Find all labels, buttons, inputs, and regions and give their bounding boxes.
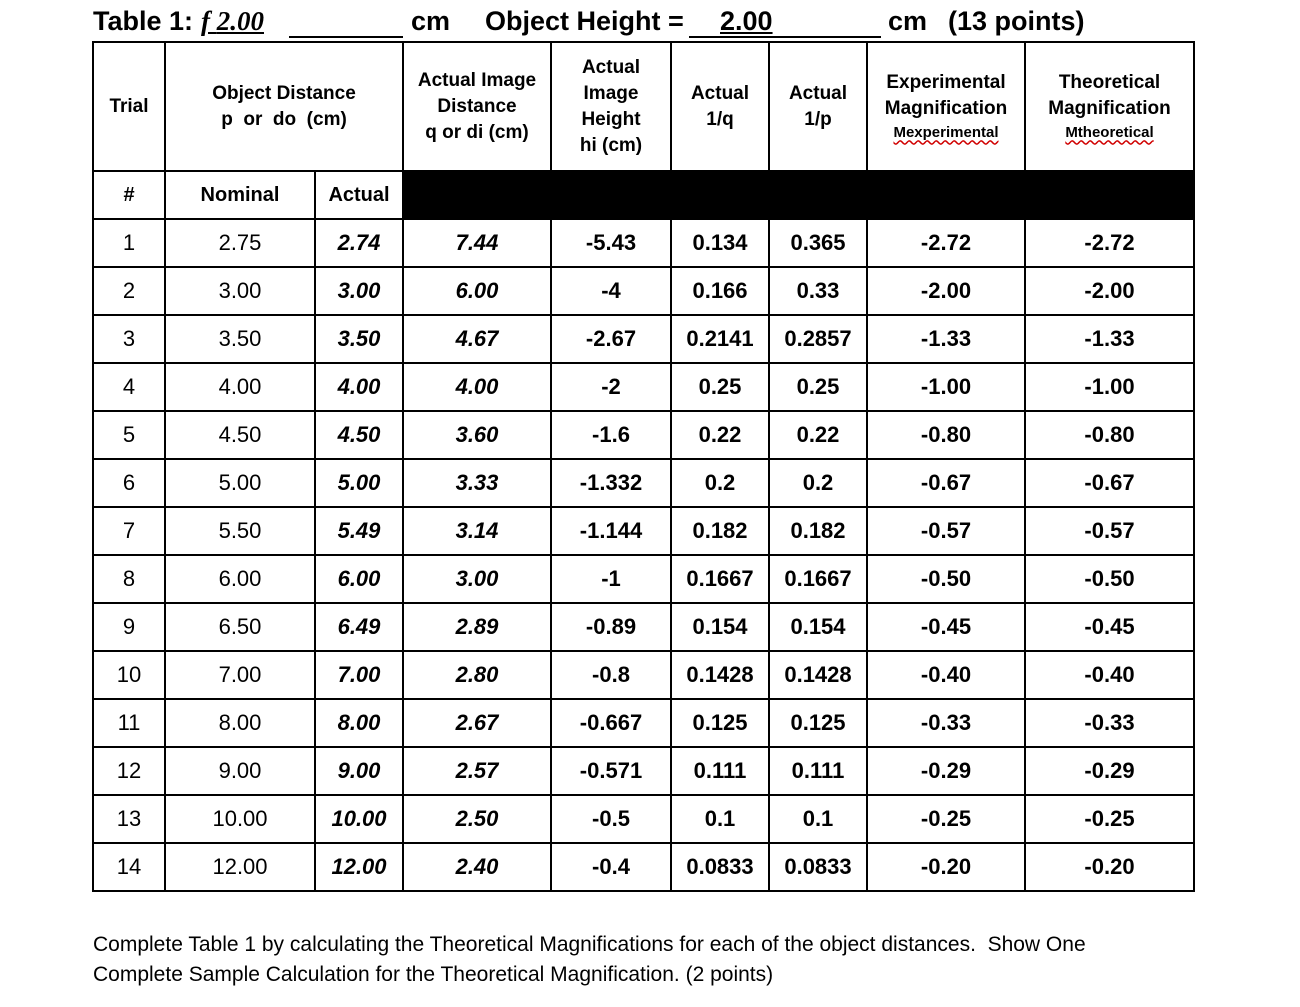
cell-image-distance: 7.44	[403, 219, 551, 267]
cell-actual-distance: 10.00	[315, 795, 403, 843]
header-theoretical-magnification: Theoretical Magnification Mtheoretical	[1025, 42, 1194, 171]
cell-trial: 4	[93, 363, 165, 411]
cell-experimental-magnification: -0.50	[867, 555, 1025, 603]
cell-image-height: -0.571	[551, 747, 671, 795]
cell-trial: 12	[93, 747, 165, 795]
header-row	[93, 42, 1194, 171]
cell-image-height: -0.89	[551, 603, 671, 651]
subheader-number: #	[93, 171, 165, 219]
cell-theoretical-magnification: -0.67	[1025, 459, 1194, 507]
cell-nominal-distance: 4.50	[165, 411, 315, 459]
cell-nominal-distance: 5.50	[165, 507, 315, 555]
table-row	[93, 603, 1194, 651]
cell-experimental-magnification: -0.33	[867, 699, 1025, 747]
cell-actual-distance: 7.00	[315, 651, 403, 699]
table-row	[93, 843, 1194, 891]
cell-nominal-distance: 7.00	[165, 651, 315, 699]
cell-theoretical-magnification: -0.33	[1025, 699, 1194, 747]
header-inverse-q: Actual 1/q	[671, 42, 769, 171]
header-object-distance: Object Distance p or do (cm)	[165, 42, 403, 171]
header-image-distance: Actual Image Distance q or di (cm)	[403, 42, 551, 171]
cell-experimental-magnification: -0.40	[867, 651, 1025, 699]
cell-theoretical-magnification: -0.29	[1025, 747, 1194, 795]
cell-image-distance: 6.00	[403, 267, 551, 315]
cell-inverse-q: 0.1667	[671, 555, 769, 603]
cell-actual-distance: 5.49	[315, 507, 403, 555]
cell-actual-distance: 3.50	[315, 315, 403, 363]
cell-actual-distance: 6.00	[315, 555, 403, 603]
table-label: Table 1:	[93, 6, 194, 36]
cell-nominal-distance: 3.50	[165, 315, 315, 363]
table-row	[93, 267, 1194, 315]
cell-experimental-magnification: -0.57	[867, 507, 1025, 555]
cell-inverse-p: 0.365	[769, 219, 867, 267]
cell-image-height: -4	[551, 267, 671, 315]
cell-inverse-q: 0.125	[671, 699, 769, 747]
cell-theoretical-magnification: -2.72	[1025, 219, 1194, 267]
cell-actual-distance: 5.00	[315, 459, 403, 507]
cell-nominal-distance: 2.75	[165, 219, 315, 267]
cell-trial: 5	[93, 411, 165, 459]
table-row	[93, 699, 1194, 747]
cell-trial: 9	[93, 603, 165, 651]
cell-inverse-p: 0.25	[769, 363, 867, 411]
cell-theoretical-magnification: -0.45	[1025, 603, 1194, 651]
cell-experimental-magnification: -0.29	[867, 747, 1025, 795]
cell-trial: 2	[93, 267, 165, 315]
cell-inverse-p: 0.2	[769, 459, 867, 507]
table-row	[93, 219, 1194, 267]
cell-actual-distance: 4.00	[315, 363, 403, 411]
cell-trial: 3	[93, 315, 165, 363]
cell-actual-distance: 8.00	[315, 699, 403, 747]
unit-cm-2: cm	[888, 6, 928, 36]
cell-image-distance: 2.57	[403, 747, 551, 795]
cell-inverse-p: 0.1667	[769, 555, 867, 603]
cell-theoretical-magnification: -0.40	[1025, 651, 1194, 699]
cell-inverse-p: 0.22	[769, 411, 867, 459]
cell-image-distance: 4.67	[403, 315, 551, 363]
cell-actual-distance: 12.00	[315, 843, 403, 891]
header-image-height: Actual Image Height hi (cm)	[551, 42, 671, 171]
cell-inverse-q: 0.134	[671, 219, 769, 267]
cell-inverse-p: 0.111	[769, 747, 867, 795]
cell-nominal-distance: 6.00	[165, 555, 315, 603]
cell-trial: 10	[93, 651, 165, 699]
cell-image-height: -0.8	[551, 651, 671, 699]
cell-nominal-distance: 6.50	[165, 603, 315, 651]
cell-inverse-p: 0.1	[769, 795, 867, 843]
cell-trial: 6	[93, 459, 165, 507]
cell-image-distance: 2.80	[403, 651, 551, 699]
cell-inverse-p: 0.0833	[769, 843, 867, 891]
cell-image-height: -0.5	[551, 795, 671, 843]
cell-image-height: -1	[551, 555, 671, 603]
cell-inverse-q: 0.111	[671, 747, 769, 795]
table-row	[93, 795, 1194, 843]
cell-inverse-q: 0.1	[671, 795, 769, 843]
subheader-actual: Actual	[315, 171, 403, 219]
cell-theoretical-magnification: -1.00	[1025, 363, 1194, 411]
cell-theoretical-magnification: -1.33	[1025, 315, 1194, 363]
object-height-value: 2.00	[720, 6, 773, 36]
cell-image-distance: 3.00	[403, 555, 551, 603]
cell-actual-distance: 9.00	[315, 747, 403, 795]
object-height-label: Object Height =	[485, 6, 684, 36]
cell-experimental-magnification: -0.67	[867, 459, 1025, 507]
table-row	[93, 747, 1194, 795]
cell-inverse-p: 0.154	[769, 603, 867, 651]
cell-trial: 14	[93, 843, 165, 891]
focal-length-blank-line	[289, 36, 403, 38]
cell-experimental-magnification: -0.20	[867, 843, 1025, 891]
subheader-nominal: Nominal	[165, 171, 315, 219]
cell-inverse-q: 0.2141	[671, 315, 769, 363]
table-row	[93, 411, 1194, 459]
cell-inverse-q: 0.166	[671, 267, 769, 315]
cell-experimental-magnification: -0.45	[867, 603, 1025, 651]
cell-actual-distance: 2.74	[315, 219, 403, 267]
cell-image-distance: 2.40	[403, 843, 551, 891]
cell-inverse-q: 0.22	[671, 411, 769, 459]
cell-image-distance: 2.67	[403, 699, 551, 747]
cell-theoretical-magnification: -0.80	[1025, 411, 1194, 459]
cell-image-distance: 3.14	[403, 507, 551, 555]
cell-inverse-p: 0.182	[769, 507, 867, 555]
lens-data-table	[92, 41, 1195, 892]
cell-nominal-distance: 9.00	[165, 747, 315, 795]
cell-trial: 1	[93, 219, 165, 267]
cell-actual-distance: 6.49	[315, 603, 403, 651]
cell-inverse-q: 0.0833	[671, 843, 769, 891]
cell-image-height: -2.67	[551, 315, 671, 363]
instructions-text: Complete Table 1 by calculating the Theoretical Magnifications for each of the object distances. Show One Complete Sample Calculation for the Theoretical Magnification. (2 points)	[93, 933, 1086, 986]
cell-inverse-q: 0.1428	[671, 651, 769, 699]
cell-nominal-distance: 4.00	[165, 363, 315, 411]
cell-image-height: -1.332	[551, 459, 671, 507]
cell-image-height: -1.144	[551, 507, 671, 555]
table-row	[93, 459, 1194, 507]
subheader-row	[93, 171, 1194, 219]
cell-image-height: -0.4	[551, 843, 671, 891]
cell-image-distance: 3.33	[403, 459, 551, 507]
cell-experimental-magnification: -1.00	[867, 363, 1025, 411]
cell-image-height: -1.6	[551, 411, 671, 459]
table-title	[93, 4, 1193, 40]
cell-experimental-magnification: -0.25	[867, 795, 1025, 843]
cell-inverse-p: 0.1428	[769, 651, 867, 699]
cell-inverse-q: 0.154	[671, 603, 769, 651]
focal-length-value: f 2.00	[201, 6, 264, 36]
cell-inverse-q: 0.182	[671, 507, 769, 555]
cell-image-height: -0.667	[551, 699, 671, 747]
cell-trial: 7	[93, 507, 165, 555]
cell-theoretical-magnification: -0.50	[1025, 555, 1194, 603]
cell-trial: 11	[93, 699, 165, 747]
table-row	[93, 651, 1194, 699]
cell-trial: 8	[93, 555, 165, 603]
cell-experimental-magnification: -2.00	[867, 267, 1025, 315]
cell-image-distance: 2.50	[403, 795, 551, 843]
table-row	[93, 315, 1194, 363]
cell-nominal-distance: 8.00	[165, 699, 315, 747]
cell-theoretical-magnification: -2.00	[1025, 267, 1194, 315]
cell-theoretical-magnification: -0.57	[1025, 507, 1194, 555]
object-height-blank-line	[689, 36, 881, 38]
cell-image-distance: 3.60	[403, 411, 551, 459]
cell-inverse-p: 0.125	[769, 699, 867, 747]
header-trial: Trial	[93, 42, 165, 171]
cell-image-height: -2	[551, 363, 671, 411]
cell-experimental-magnification: -2.72	[867, 219, 1025, 267]
table-row	[93, 555, 1194, 603]
points-label: (13 points)	[948, 6, 1085, 36]
cell-inverse-p: 0.33	[769, 267, 867, 315]
cell-image-distance: 2.89	[403, 603, 551, 651]
table-body	[93, 219, 1194, 891]
cell-nominal-distance: 5.00	[165, 459, 315, 507]
blacked-out-cell	[403, 171, 1194, 219]
cell-inverse-p: 0.2857	[769, 315, 867, 363]
cell-actual-distance: 4.50	[315, 411, 403, 459]
unit-cm-1: cm	[411, 6, 451, 36]
cell-image-height: -5.43	[551, 219, 671, 267]
cell-inverse-q: 0.2	[671, 459, 769, 507]
cell-theoretical-magnification: -0.20	[1025, 843, 1194, 891]
cell-nominal-distance: 12.00	[165, 843, 315, 891]
table-row	[93, 363, 1194, 411]
table-row	[93, 507, 1194, 555]
header-experimental-magnification: Experimental Magnification Mexperimental	[867, 42, 1025, 171]
cell-trial: 13	[93, 795, 165, 843]
cell-experimental-magnification: -1.33	[867, 315, 1025, 363]
cell-theoretical-magnification: -0.25	[1025, 795, 1194, 843]
cell-inverse-q: 0.25	[671, 363, 769, 411]
cell-image-distance: 4.00	[403, 363, 551, 411]
cell-nominal-distance: 10.00	[165, 795, 315, 843]
header-inverse-p: Actual 1/p	[769, 42, 867, 171]
cell-nominal-distance: 3.00	[165, 267, 315, 315]
cell-experimental-magnification: -0.80	[867, 411, 1025, 459]
cell-actual-distance: 3.00	[315, 267, 403, 315]
